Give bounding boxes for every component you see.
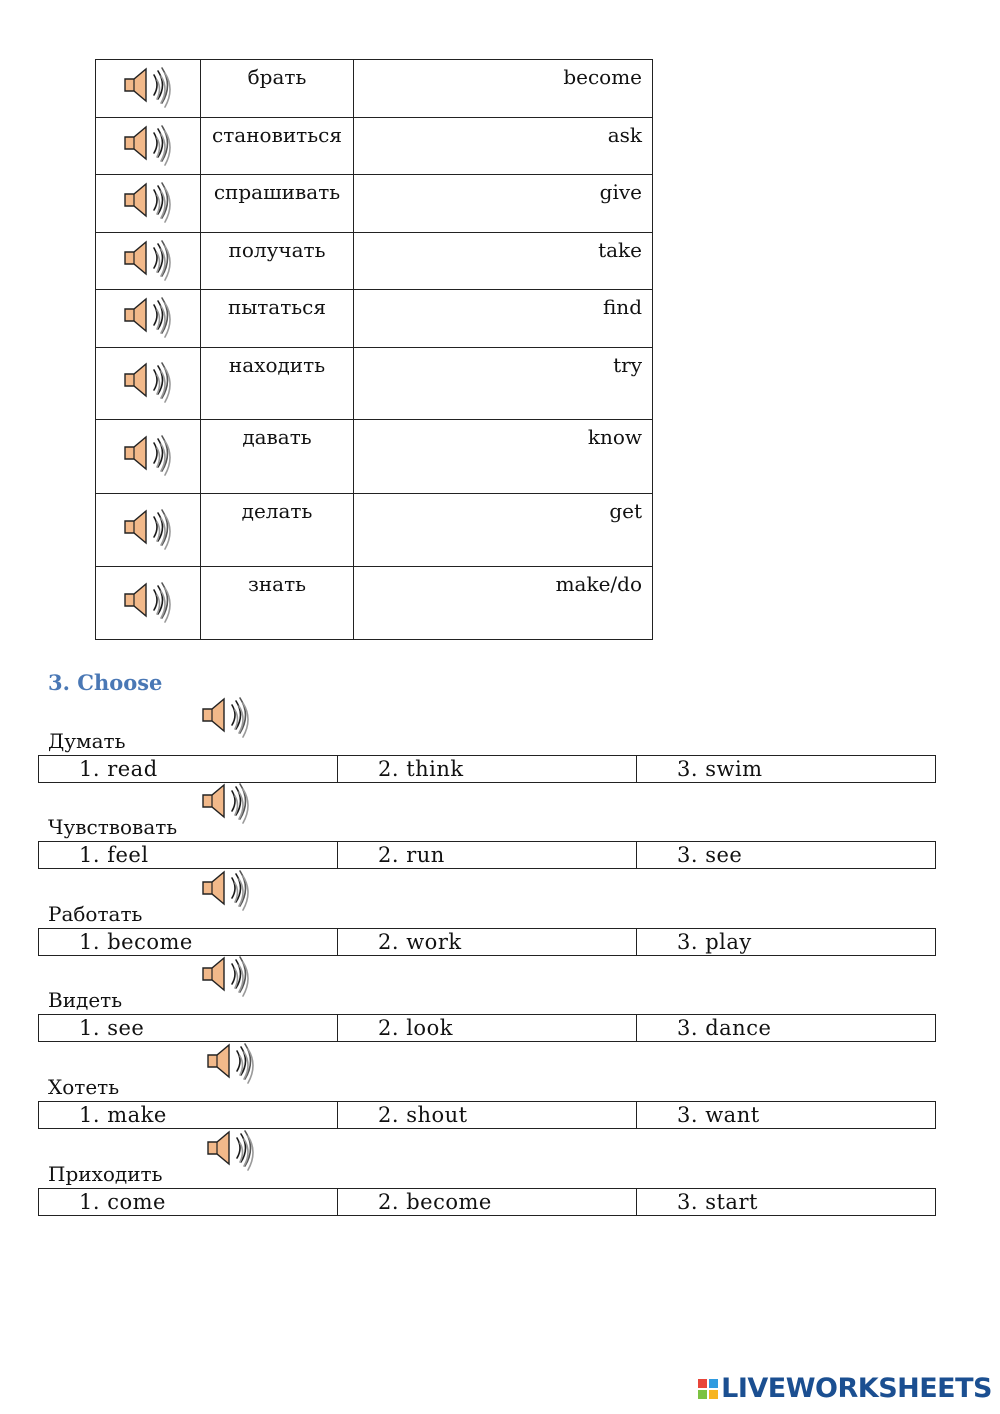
question-word: Работать <box>48 902 143 926</box>
vocab-row <box>96 175 653 233</box>
answer-option[interactable]: 3. swim <box>636 756 935 782</box>
logo-text: LIVEWORKSHEETS <box>721 1373 992 1404</box>
question-word: Думать <box>48 729 126 753</box>
vocab-russian-word: спрашивать <box>201 175 354 233</box>
answer-option[interactable]: 3. see <box>636 842 935 868</box>
answer-option[interactable]: 1. become <box>79 930 193 954</box>
speaker-icon[interactable] <box>122 236 174 282</box>
vocab-russian-word: брать <box>201 60 354 118</box>
answer-option[interactable]: 1. feel <box>79 843 149 867</box>
speaker-icon[interactable] <box>205 1126 257 1172</box>
vocab-row <box>96 420 653 494</box>
vocab-english-word[interactable]: know <box>354 420 653 494</box>
vocab-russian-word: находить <box>201 348 354 420</box>
speaker-icon[interactable] <box>200 952 252 998</box>
vocab-russian-word: получать <box>201 233 354 290</box>
speaker-icon[interactable] <box>200 866 252 912</box>
answer-option[interactable]: 3. dance <box>636 1015 935 1041</box>
speaker-icon[interactable] <box>122 578 174 624</box>
vocab-english-word[interactable]: find <box>354 290 653 348</box>
vocabulary-table <box>95 59 653 640</box>
vocab-audio-cell <box>96 567 201 640</box>
vocab-audio-cell <box>96 494 201 567</box>
vocab-audio-cell <box>96 420 201 494</box>
question-audio <box>200 866 252 916</box>
question-audio <box>200 952 252 1002</box>
vocab-russian-word: пытаться <box>201 290 354 348</box>
vocab-row <box>96 290 653 348</box>
answer-option[interactable]: 3. play <box>636 929 935 955</box>
vocab-audio-cell <box>96 175 201 233</box>
liveworksheets-logo <box>698 1373 992 1404</box>
vocab-russian-word: становиться <box>201 118 354 175</box>
vocab-russian-word: давать <box>201 420 354 494</box>
answer-option[interactable]: 3. start <box>636 1189 935 1215</box>
speaker-icon[interactable] <box>122 178 174 224</box>
speaker-icon[interactable] <box>122 293 174 339</box>
answer-options <box>38 755 936 783</box>
speaker-icon[interactable] <box>122 358 174 404</box>
answer-option[interactable]: 1. read <box>79 757 158 781</box>
answer-option[interactable]: 1. make <box>79 1103 167 1127</box>
question-word: Хотеть <box>48 1075 120 1099</box>
answer-option[interactable]: 3. want <box>636 1102 935 1128</box>
answer-option[interactable]: 2. become <box>337 1189 636 1215</box>
speaker-icon[interactable] <box>122 63 174 109</box>
answer-options <box>38 841 936 869</box>
answer-option[interactable]: 2. run <box>337 842 636 868</box>
logo-blocks-icon <box>698 1379 718 1399</box>
vocab-audio-cell <box>96 60 201 118</box>
vocab-row <box>96 233 653 290</box>
vocab-english-word[interactable]: become <box>354 60 653 118</box>
answer-option[interactable]: 2. think <box>337 756 636 782</box>
answer-options <box>38 1101 936 1129</box>
vocab-row <box>96 348 653 420</box>
vocab-row <box>96 60 653 118</box>
question-audio <box>205 1126 257 1176</box>
vocab-english-word[interactable]: give <box>354 175 653 233</box>
vocab-russian-word: знать <box>201 567 354 640</box>
vocab-row <box>96 567 653 640</box>
vocab-audio-cell <box>96 118 201 175</box>
vocab-english-word[interactable]: make/do <box>354 567 653 640</box>
vocab-audio-cell <box>96 290 201 348</box>
question-word: Чувствовать <box>48 815 178 839</box>
question-word: Приходить <box>48 1162 163 1186</box>
speaker-icon[interactable] <box>200 779 252 825</box>
answer-option[interactable]: 1. see <box>79 1016 145 1040</box>
answer-option[interactable]: 1. come <box>79 1190 166 1214</box>
answer-options <box>38 1014 936 1042</box>
answer-option[interactable]: 2. work <box>337 929 636 955</box>
vocab-russian-word: делать <box>201 494 354 567</box>
vocab-english-word[interactable]: get <box>354 494 653 567</box>
vocab-audio-cell <box>96 348 201 420</box>
vocab-english-word[interactable]: ask <box>354 118 653 175</box>
question-audio <box>200 779 252 829</box>
answer-option[interactable]: 2. look <box>337 1015 636 1041</box>
vocab-english-word[interactable]: take <box>354 233 653 290</box>
answer-options <box>38 1188 936 1216</box>
vocab-english-word[interactable]: try <box>354 348 653 420</box>
vocab-audio-cell <box>96 233 201 290</box>
question-audio <box>200 693 252 743</box>
question-audio <box>205 1039 257 1089</box>
speaker-icon[interactable] <box>200 693 252 739</box>
speaker-icon[interactable] <box>205 1039 257 1085</box>
answer-options <box>38 928 936 956</box>
vocab-row <box>96 118 653 175</box>
vocab-row <box>96 494 653 567</box>
question-word: Видеть <box>48 988 123 1012</box>
answer-option[interactable]: 2. shout <box>337 1102 636 1128</box>
speaker-icon[interactable] <box>122 121 174 167</box>
speaker-icon[interactable] <box>122 505 174 551</box>
speaker-icon[interactable] <box>122 431 174 477</box>
section-title: 3. Choose <box>48 670 163 695</box>
